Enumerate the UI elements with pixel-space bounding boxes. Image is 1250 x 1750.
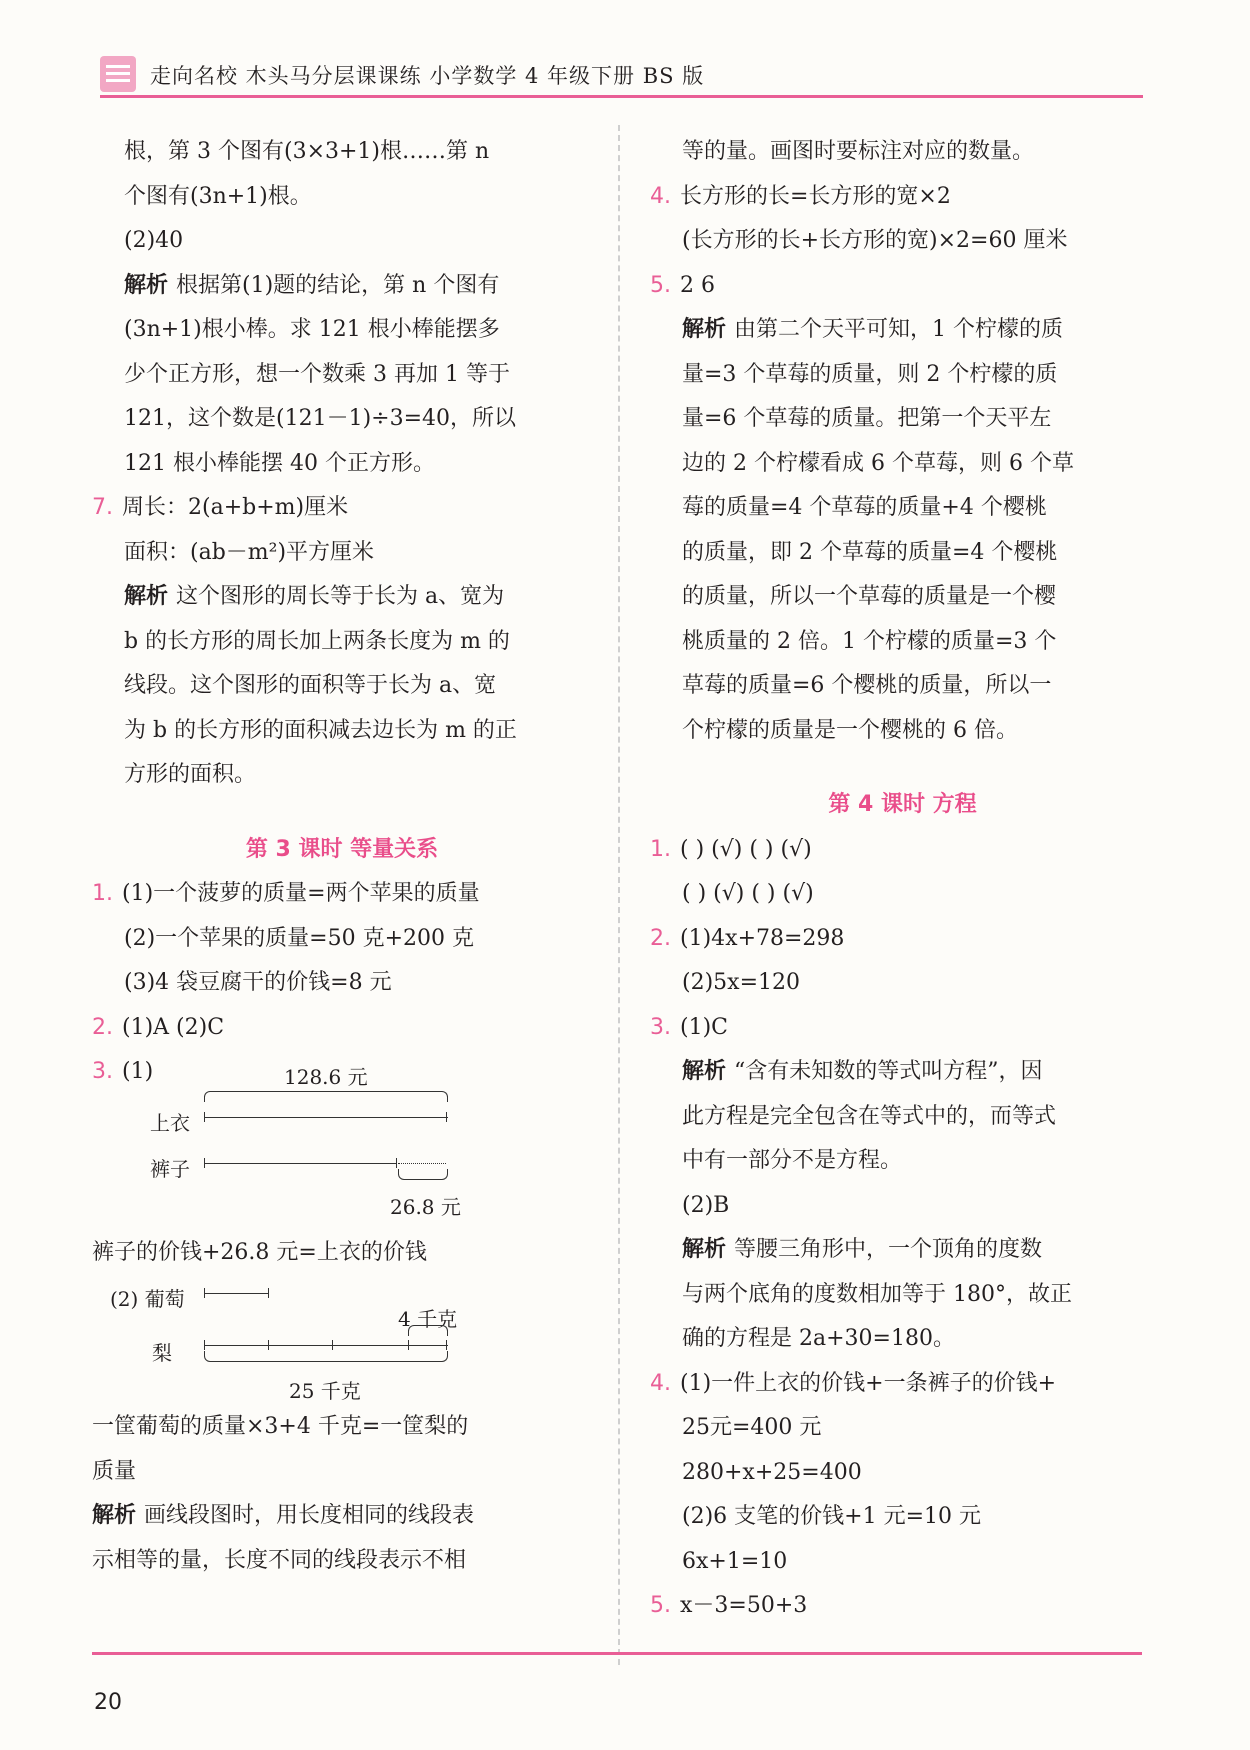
analysis-line: 解析 这个图形的周长等于长为 a、宽为 [124,584,505,609]
text-line: 的质量，所以一个草莓的质量是一个樱 [682,584,1057,609]
text-line: 280+x+25=400 [682,1459,862,1485]
footer-divider [92,1652,1142,1655]
text-line: 个柠檬的质量是一个樱桃的 6 倍。 [682,717,1018,743]
text-line: 质量 [92,1458,137,1484]
analysis-label: 解析 [124,584,169,609]
segment-diagram-fruit [110,1275,592,1405]
text-line: 与两个底角的度数相加等于 180°，故正 [682,1281,1072,1307]
header-title: 走向名校 木头马分层课课练 小学数学 4 年级下册 BS 版 [150,64,705,88]
book-logo-icon [100,56,136,92]
text-line: 的质量，即 2 个草莓的质量=4 个樱桃 [682,539,1058,565]
question-4: 4. 长方形的长=长方形的宽×2 [650,183,951,209]
lesson-3-title: 第 3 课时 等量关系 [245,836,439,862]
lesson-4-title: 第 4 课时 方程 [828,792,977,817]
text-line: (2)40 [124,228,184,253]
text-line: 边的 2 个柠檬看成 6 个草莓，则 6 个草 [682,450,1074,476]
text-line: (2)6 支笔的价钱+1 元=10 元 [682,1504,981,1529]
right-column [650,130,1155,1629]
text-line: 裤子的价钱+26.8 元=上衣的价钱 [92,1239,427,1265]
question-2: 2. (1)A (2)C [92,1014,225,1040]
text-line: 少个正方形，想一个数乘 3 再加 1 等于 [124,361,510,387]
diagram-total-label: 25 千克 [289,1379,361,1403]
text-line: (2)5x=120 [682,970,800,995]
text-line: 25元=400 元 [682,1415,822,1440]
header-divider [100,95,1143,98]
text-line: 为 b 的长方形的面积减去边长为 m 的正 [124,717,517,743]
diagram-diff-label: 26.8 元 [390,1194,461,1219]
analysis-label: 解析 [124,272,169,298]
text-line: (3)4 袋豆腐干的价钱=8 元 [124,970,392,995]
question-number: 7. [92,495,113,520]
diagram-label-grape: (2) 葡萄 [110,1287,185,1311]
text-line: 此方程是完全包含在等式中的，而等式 [682,1103,1057,1129]
text-line: 根，第 3 个图有(3×3+1)根……第 n [124,139,490,164]
text-line: 确的方程是 2a+30=180。 [682,1326,955,1351]
diagram-diff-label: 4 千克 [398,1307,458,1331]
question-5: 5. 2 6 [650,272,715,298]
text-line: 示相等的量，长度不同的线段表示不相 [92,1547,467,1573]
text-line: 面积：(ab－m²)平方厘米 [124,539,375,565]
page-header [100,54,1140,94]
text-line: 量=3 个草莓的质量，则 2 个柠檬的质 [682,361,1058,387]
segment-diagram-clothes [124,1051,592,1251]
question-3: 3. (1) [92,1059,154,1084]
text-line: 量=6 个草莓的质量。把第一个天平左 [682,406,1052,431]
text-line: (长方形的长+长方形的宽)×2=60 厘米 [682,228,1068,253]
text-line: 草莓的质量=6 个樱桃的质量，所以一 [682,673,1052,698]
text-line: 一筐葡萄的质量×3+4 千克=一筐梨的 [92,1414,469,1439]
left-column [92,130,592,1583]
text-line: (2)一个苹果的质量=50 克+200 克 [124,925,475,951]
text-line: 线段。这个图形的面积等于长为 a、宽 [124,673,497,698]
column-divider [618,125,620,1665]
page-number: 20 [94,1690,122,1715]
analysis-line: 解析 画线段图时，用长度相同的线段表 [92,1503,475,1528]
text-line: 6x+1=10 [682,1548,788,1574]
diagram-label-shirt: 上衣 [150,1110,190,1135]
question-1: 1. ( ) (√) ( ) (√) [650,836,812,862]
analysis-line: 解析 等腰三角形中，一个顶角的度数 [682,1237,1043,1262]
text-line: 中有一部分不是方程。 [682,1148,903,1173]
question-5: 5. x－3=50+3 [650,1593,808,1618]
text-line: 121，这个数是(121－1)÷3=40，所以 [124,406,517,431]
question-7: 7. 周长：2(a+b+m)厘米 [92,486,592,531]
text-line: 个图有(3n+1)根。 [124,183,312,209]
question-2: 2. (1)4x+78=298 [650,925,845,951]
question-4: 4. (1)一件上衣的价钱+一条裤子的价钱+ [650,1370,1057,1396]
text-line: ( ) (√) ( ) (√) [682,881,814,906]
question-1: 1. (1)一个菠萝的质量=两个苹果的质量 [92,881,480,906]
text-line: 桃质量的 2 倍。1 个柠檬的质量=3 个 [682,628,1057,654]
diagram-total-label: 128.6 元 [284,1064,368,1089]
text-line: 方形的面积。 [124,762,257,787]
diagram-label-pants: 裤子 [150,1156,190,1181]
text-line: 莓的质量=4 个草莓的质量+4 个樱桃 [682,495,1047,520]
text-line: (3n+1)根小棒。求 121 根小棒能摆多 [124,317,500,342]
diagram-label-pear: 梨 [152,1341,172,1365]
text-line: (2)B [682,1192,730,1218]
text-line: 121 根小棒能摆 40 个正方形。 [124,450,435,476]
text-line: 等的量。画图时要标注对应的数量。 [682,139,1035,164]
analysis-line: 解析 “含有未知数的等式叫方程”，因 [682,1059,1043,1084]
question-3: 3. (1)C [650,1014,728,1040]
text-line: b 的长方形的周长加上两条长度为 m 的 [124,628,510,654]
analysis-line: 解析 由第二个天平可知，1 个柠檬的质 [682,317,1064,342]
analysis-line: 解析 根据第(1)题的结论，第 n 个图有 [124,272,500,298]
